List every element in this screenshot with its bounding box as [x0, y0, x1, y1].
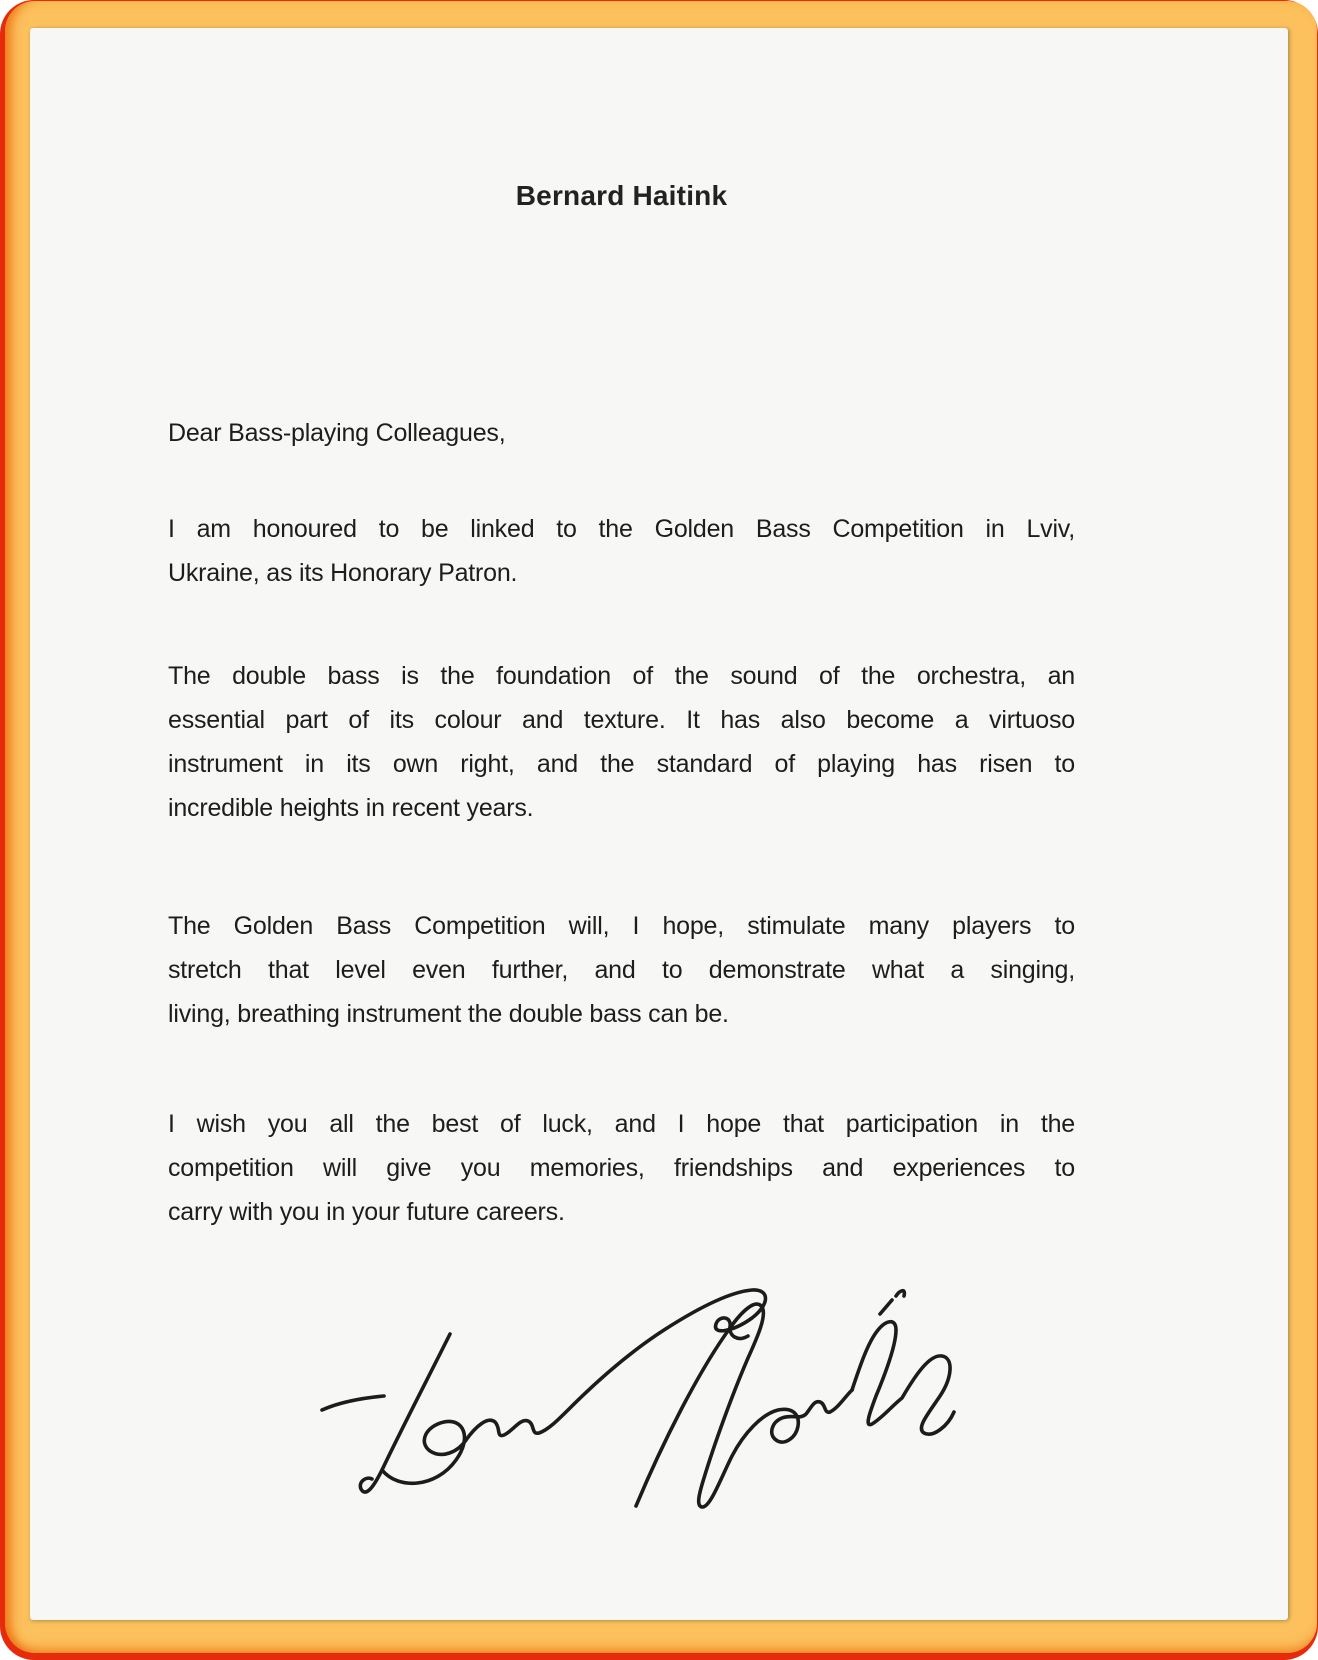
paragraph-line: The double bass is the foundation of the sound of the orchestra, an — [168, 662, 1075, 690]
paragraph-line: carry with you in your future careers. — [168, 1198, 565, 1226]
paragraph-line: The Golden Bass Competition will, I hope, stimulate many players to — [168, 912, 1075, 940]
paragraph-line: I wish you all the best of luck, and I hope that participation in the — [168, 1110, 1075, 1138]
paragraph-line: incredible heights in recent years. — [168, 794, 534, 822]
paragraph-line: essential part of its colour and texture. It has also become a virtuoso — [168, 706, 1075, 734]
paragraph-line: Ukraine, as its Honorary Patron. — [168, 559, 518, 587]
paragraph — [168, 654, 1075, 830]
paragraph-line: instrument in its own right, and the standard of playing has risen to — [168, 750, 1075, 778]
paragraph — [168, 507, 1075, 595]
paragraph-line: stretch that level even further, and to demonstrate what a singing, — [168, 956, 1075, 984]
letter-paper — [30, 28, 1288, 1620]
letter-body — [168, 28, 1075, 1328]
paragraph-line: competition will give you memories, friendships and experiences to — [168, 1154, 1075, 1182]
signature — [300, 1230, 960, 1510]
page-title: Bernard Haitink — [515, 180, 728, 211]
salutation: Dear Bass-playing Colleagues, — [168, 419, 506, 447]
paragraph — [168, 1102, 1075, 1234]
paragraph — [168, 904, 1075, 1036]
signature-image — [300, 1230, 960, 1510]
paragraph-line: I am honoured to be linked to the Golden Bass Competition in Lviv, — [168, 515, 1075, 543]
paragraph-line: living, breathing instrument the double bass can be. — [168, 1000, 729, 1028]
